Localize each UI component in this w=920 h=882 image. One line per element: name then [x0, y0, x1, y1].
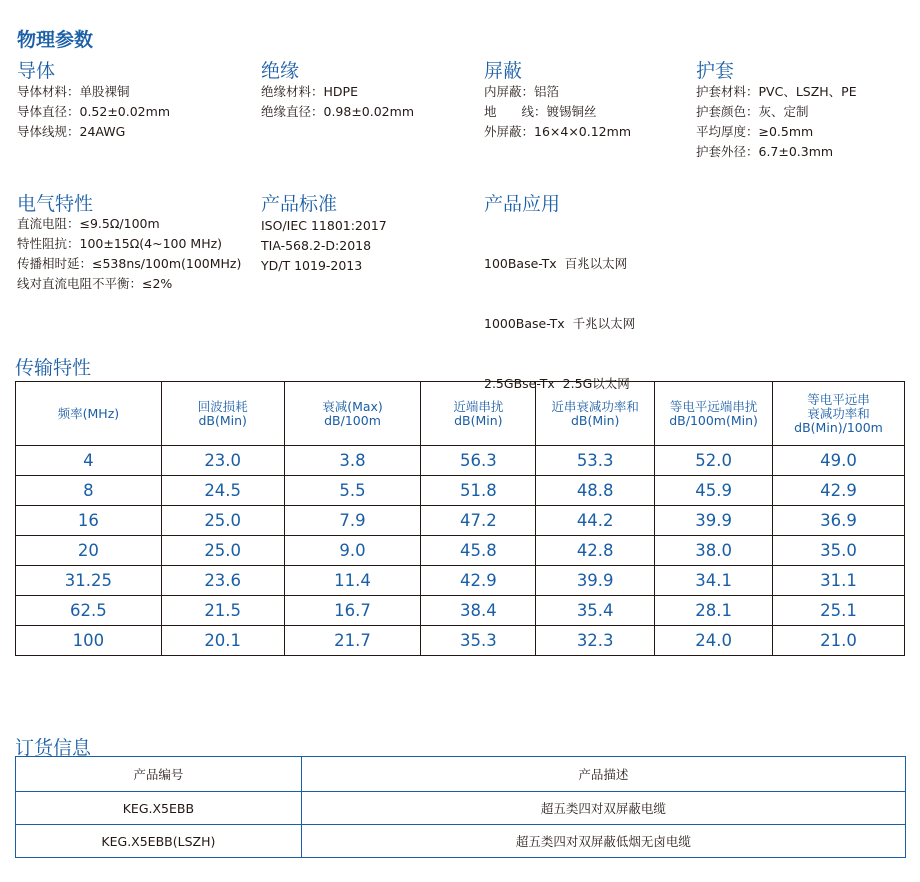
header-product-description: 产品描述 [301, 757, 905, 792]
table-cell: 23.6 [161, 566, 284, 596]
spec-line: 地 线：镀锡铜丝 [484, 104, 597, 119]
table-cell: 49.0 [773, 446, 905, 476]
table-cell: 24.0 [655, 626, 773, 656]
spec-line: 护套材料：PVC、LSZH、PE [696, 84, 857, 99]
table-header-row [16, 382, 905, 446]
table-cell: 38.0 [655, 536, 773, 566]
spec-line: 护套外径：6.7±0.3mm [696, 144, 834, 159]
table-cell: 5.5 [284, 476, 421, 506]
table-cell: 45.8 [421, 536, 536, 566]
table-cell: 56.3 [421, 446, 536, 476]
table-cell: 62.5 [16, 596, 162, 626]
header-pselfext: 等电平远串 衰减功率和 dB(Min)/100m [773, 382, 905, 446]
table-row [16, 536, 905, 566]
electrical-title: 电气特性 [17, 193, 94, 215]
table-row [16, 476, 905, 506]
insulation-title: 绝缘 [261, 60, 300, 82]
table-cell: 20 [16, 536, 162, 566]
table-cell: 44.2 [536, 506, 655, 536]
table-cell: 47.2 [421, 506, 536, 536]
header-next: 近端串扰 dB(Min) [421, 382, 536, 446]
table-row [16, 825, 906, 858]
table-cell: 35.3 [421, 626, 536, 656]
table-cell: 25.0 [161, 506, 284, 536]
table-cell: 35.4 [536, 596, 655, 626]
table-row [16, 596, 905, 626]
table-cell: 48.8 [536, 476, 655, 506]
applications-title: 产品应用 [484, 193, 561, 215]
table-cell: 超五类四对双屏蔽电缆 [301, 792, 905, 825]
spec-line: 平均厚度：≥0.5mm [696, 124, 814, 139]
table-cell: 23.0 [161, 446, 284, 476]
spec-line: 线对直流电阻不平衡：≤2% [17, 276, 173, 291]
spec-line: 导体线规：24AWG [17, 124, 126, 139]
table-cell: 21.0 [773, 626, 905, 656]
table-cell: 4 [16, 446, 162, 476]
spec-line: 导体直径：0.52±0.02mm [17, 104, 170, 119]
table-row [16, 506, 905, 536]
spec-line: 传播相时延：≤538ns/100m(100MHz) [17, 256, 242, 271]
table-cell: 39.9 [655, 506, 773, 536]
table-cell: 52.0 [655, 446, 773, 476]
table-cell: 25.0 [161, 536, 284, 566]
table-row [16, 446, 905, 476]
standards-list [261, 216, 387, 276]
table-cell: 34.1 [655, 566, 773, 596]
table-cell: 25.1 [773, 596, 905, 626]
table-cell: 21.7 [284, 626, 421, 656]
table-cell: 42.9 [773, 476, 905, 506]
table-cell: KEG.X5EBB [16, 792, 302, 825]
table-cell: 3.8 [284, 446, 421, 476]
spec-line: 直流电阻：≤9.5Ω/100m [17, 216, 160, 231]
table-cell: 100 [16, 626, 162, 656]
header-attenuation: 衰减(Max) dB/100m [284, 382, 421, 446]
transmission-table [15, 381, 905, 656]
application-item: 1000Base-Tx 千兆以太网 [484, 316, 636, 331]
spec-line: 外屏蔽：16×4×0.12mm [484, 124, 631, 139]
transmission-title: 传输特性 [15, 357, 92, 379]
application-item: 2.5GBse-Tx 2.5G以太网 [484, 376, 630, 391]
application-item: 100Base-Tx 百兆以太网 [484, 256, 628, 271]
standard-item: TIA-568.2-D:2018 [261, 238, 372, 253]
table-cell: 31.1 [773, 566, 905, 596]
electrical-specs [17, 214, 241, 294]
table-cell: 7.9 [284, 506, 421, 536]
standard-item: ISO/IEC 11801:2017 [261, 218, 387, 233]
shield-title: 屏蔽 [484, 60, 523, 82]
shield-specs [484, 82, 631, 142]
header-frequency: 频率(MHz) [16, 382, 162, 446]
page-title: 物理参数 [17, 29, 94, 51]
header-return-loss: 回波损耗 dB(Min) [161, 382, 284, 446]
table-row [16, 566, 905, 596]
table-header-row [16, 757, 906, 792]
header-psacr: 近串衰减功率和 dB(Min) [536, 382, 655, 446]
table-cell: 42.8 [536, 536, 655, 566]
table-cell: 39.9 [536, 566, 655, 596]
order-title: 订货信息 [15, 737, 92, 759]
table-cell: 超五类四对双屏蔽低烟无卤电缆 [301, 825, 905, 858]
jacket-specs [696, 82, 857, 162]
standard-item: YD/T 1019-2013 [261, 258, 363, 273]
conductor-title: 导体 [17, 60, 56, 82]
table-cell: 51.8 [421, 476, 536, 506]
spec-line: 内屏蔽：铝箔 [484, 84, 560, 99]
table-cell: 32.3 [536, 626, 655, 656]
table-row [16, 626, 905, 656]
table-cell: 21.5 [161, 596, 284, 626]
table-cell: KEG.X5EBB(LSZH) [16, 825, 302, 858]
table-cell: 8 [16, 476, 162, 506]
table-cell: 20.1 [161, 626, 284, 656]
spec-line: 特性阻抗：100±15Ω(4~100 MHz) [17, 236, 223, 251]
table-cell: 38.4 [421, 596, 536, 626]
table-cell: 35.0 [773, 536, 905, 566]
standards-title: 产品标准 [261, 193, 338, 215]
table-cell: 24.5 [161, 476, 284, 506]
jacket-title: 护套 [696, 60, 735, 82]
conductor-specs [17, 82, 170, 142]
table-row [16, 792, 906, 825]
table-cell: 53.3 [536, 446, 655, 476]
table-cell: 16 [16, 506, 162, 536]
table-cell: 36.9 [773, 506, 905, 536]
header-elfext: 等电平远端串扰 dB/100m(Min) [655, 382, 773, 446]
spec-line: 护套颜色：灰、定制 [696, 104, 809, 119]
table-cell: 11.4 [284, 566, 421, 596]
spec-line: 绝缘直径：0.98±0.02mm [261, 104, 414, 119]
table-cell: 9.0 [284, 536, 421, 566]
spec-line: 导体材料：单股裸铜 [17, 84, 130, 99]
insulation-specs [261, 82, 414, 122]
order-table [15, 756, 906, 858]
spec-line: 绝缘材料：HDPE [261, 84, 358, 99]
table-cell: 16.7 [284, 596, 421, 626]
table-cell: 45.9 [655, 476, 773, 506]
table-cell: 28.1 [655, 596, 773, 626]
header-product-code: 产品编号 [16, 757, 302, 792]
table-cell: 31.25 [16, 566, 162, 596]
table-cell: 42.9 [421, 566, 536, 596]
